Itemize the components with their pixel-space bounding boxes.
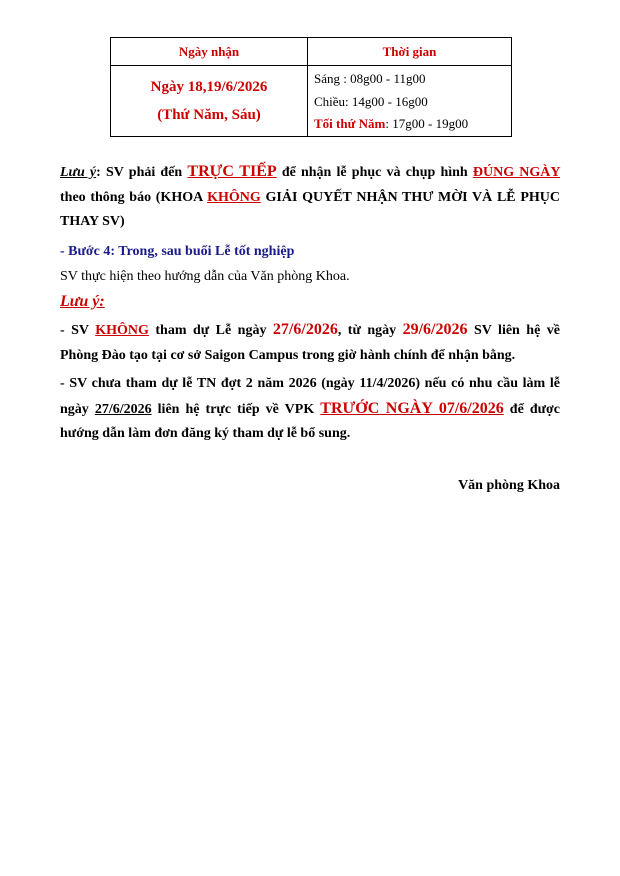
step4-title: - Bước 4: Trong, sau buổi Lễ tốt nghiệp (60, 244, 295, 259)
note-text: để được hướng dẫn làm đơn đăng ký tham dự lễ bổ sung. (60, 401, 560, 441)
emphasis-before-date: TRƯỚC NGÀY 07/6/2026 (320, 399, 504, 417)
note2-bullet-1 (60, 318, 560, 368)
schedule-table (110, 37, 512, 137)
step4-text: SV thực hiện theo hướng dẫn của Văn phòng Khoa. (60, 269, 350, 284)
time-evening-value: : 17g00 - 19g00 (385, 116, 469, 131)
note-text: SV phải đến (100, 165, 188, 180)
note2-label: Lưu ý: (60, 293, 105, 310)
note-text: tham dự Lễ ngày (148, 323, 273, 338)
date-ceremony-2: 27/6/2026 (94, 401, 152, 417)
note-text: theo thông báo (KHOA (60, 189, 208, 205)
emphasis-not: KHÔNG (207, 189, 261, 205)
emphasis-not: KHÔNG (95, 323, 149, 338)
note-text: GIẢI QUYẾT NHẬN THƯ MỜI VÀ LỄ PHỤC THAY SV) (60, 189, 560, 229)
note-paragraph-1 (60, 160, 560, 235)
time-evening-label: Tối thứ Năm (314, 116, 386, 131)
note-text: - SV (60, 323, 96, 338)
day-cell (111, 66, 308, 137)
note2-bullet-2 (60, 372, 560, 447)
note-label: Lưu ý (60, 165, 97, 180)
note-text: SV liên hệ về Phòng Đào tạo tại cơ sở Saigon Campus trong giờ hành chính để nhận bằng. (60, 323, 560, 363)
time-evening (314, 113, 511, 136)
note-text: - SV chưa tham dự lễ TN đợt 2 năm 2026 (ngày 11/4/2026) nếu có nhu cầu làm lễ ngày (60, 376, 560, 417)
header-time: Thời gian (308, 38, 512, 66)
emphasis-correct-day: ĐÚNG NGÀY (472, 165, 560, 180)
time-afternoon: Chiều: 14g00 - 16g00 (314, 93, 428, 109)
table-header-row (111, 38, 512, 66)
note-text: , từ ngày (337, 323, 403, 338)
emphasis-direct: TRỰC TIẾP (187, 163, 277, 180)
time-morning: Sáng : 08g00 - 11g00 (314, 71, 426, 86)
signature-office: Văn phòng Khoa (458, 478, 560, 493)
day-weekdays: (Thứ Năm, Sáu) (157, 106, 261, 123)
day-dates: Ngày 18,19/6/2026 (150, 78, 268, 95)
note-text: liên hệ trực tiếp về VPK (151, 401, 321, 417)
note-text: để nhận lễ phục và chụp hình (276, 165, 473, 180)
date-ceremony: 27/6/2026 (272, 321, 338, 338)
time-cell (308, 66, 512, 137)
date-from: 29/6/2026 (402, 321, 468, 338)
table-row (111, 66, 512, 137)
note-colon: : (96, 165, 101, 180)
header-receive-date: Ngày nhận (111, 38, 308, 66)
